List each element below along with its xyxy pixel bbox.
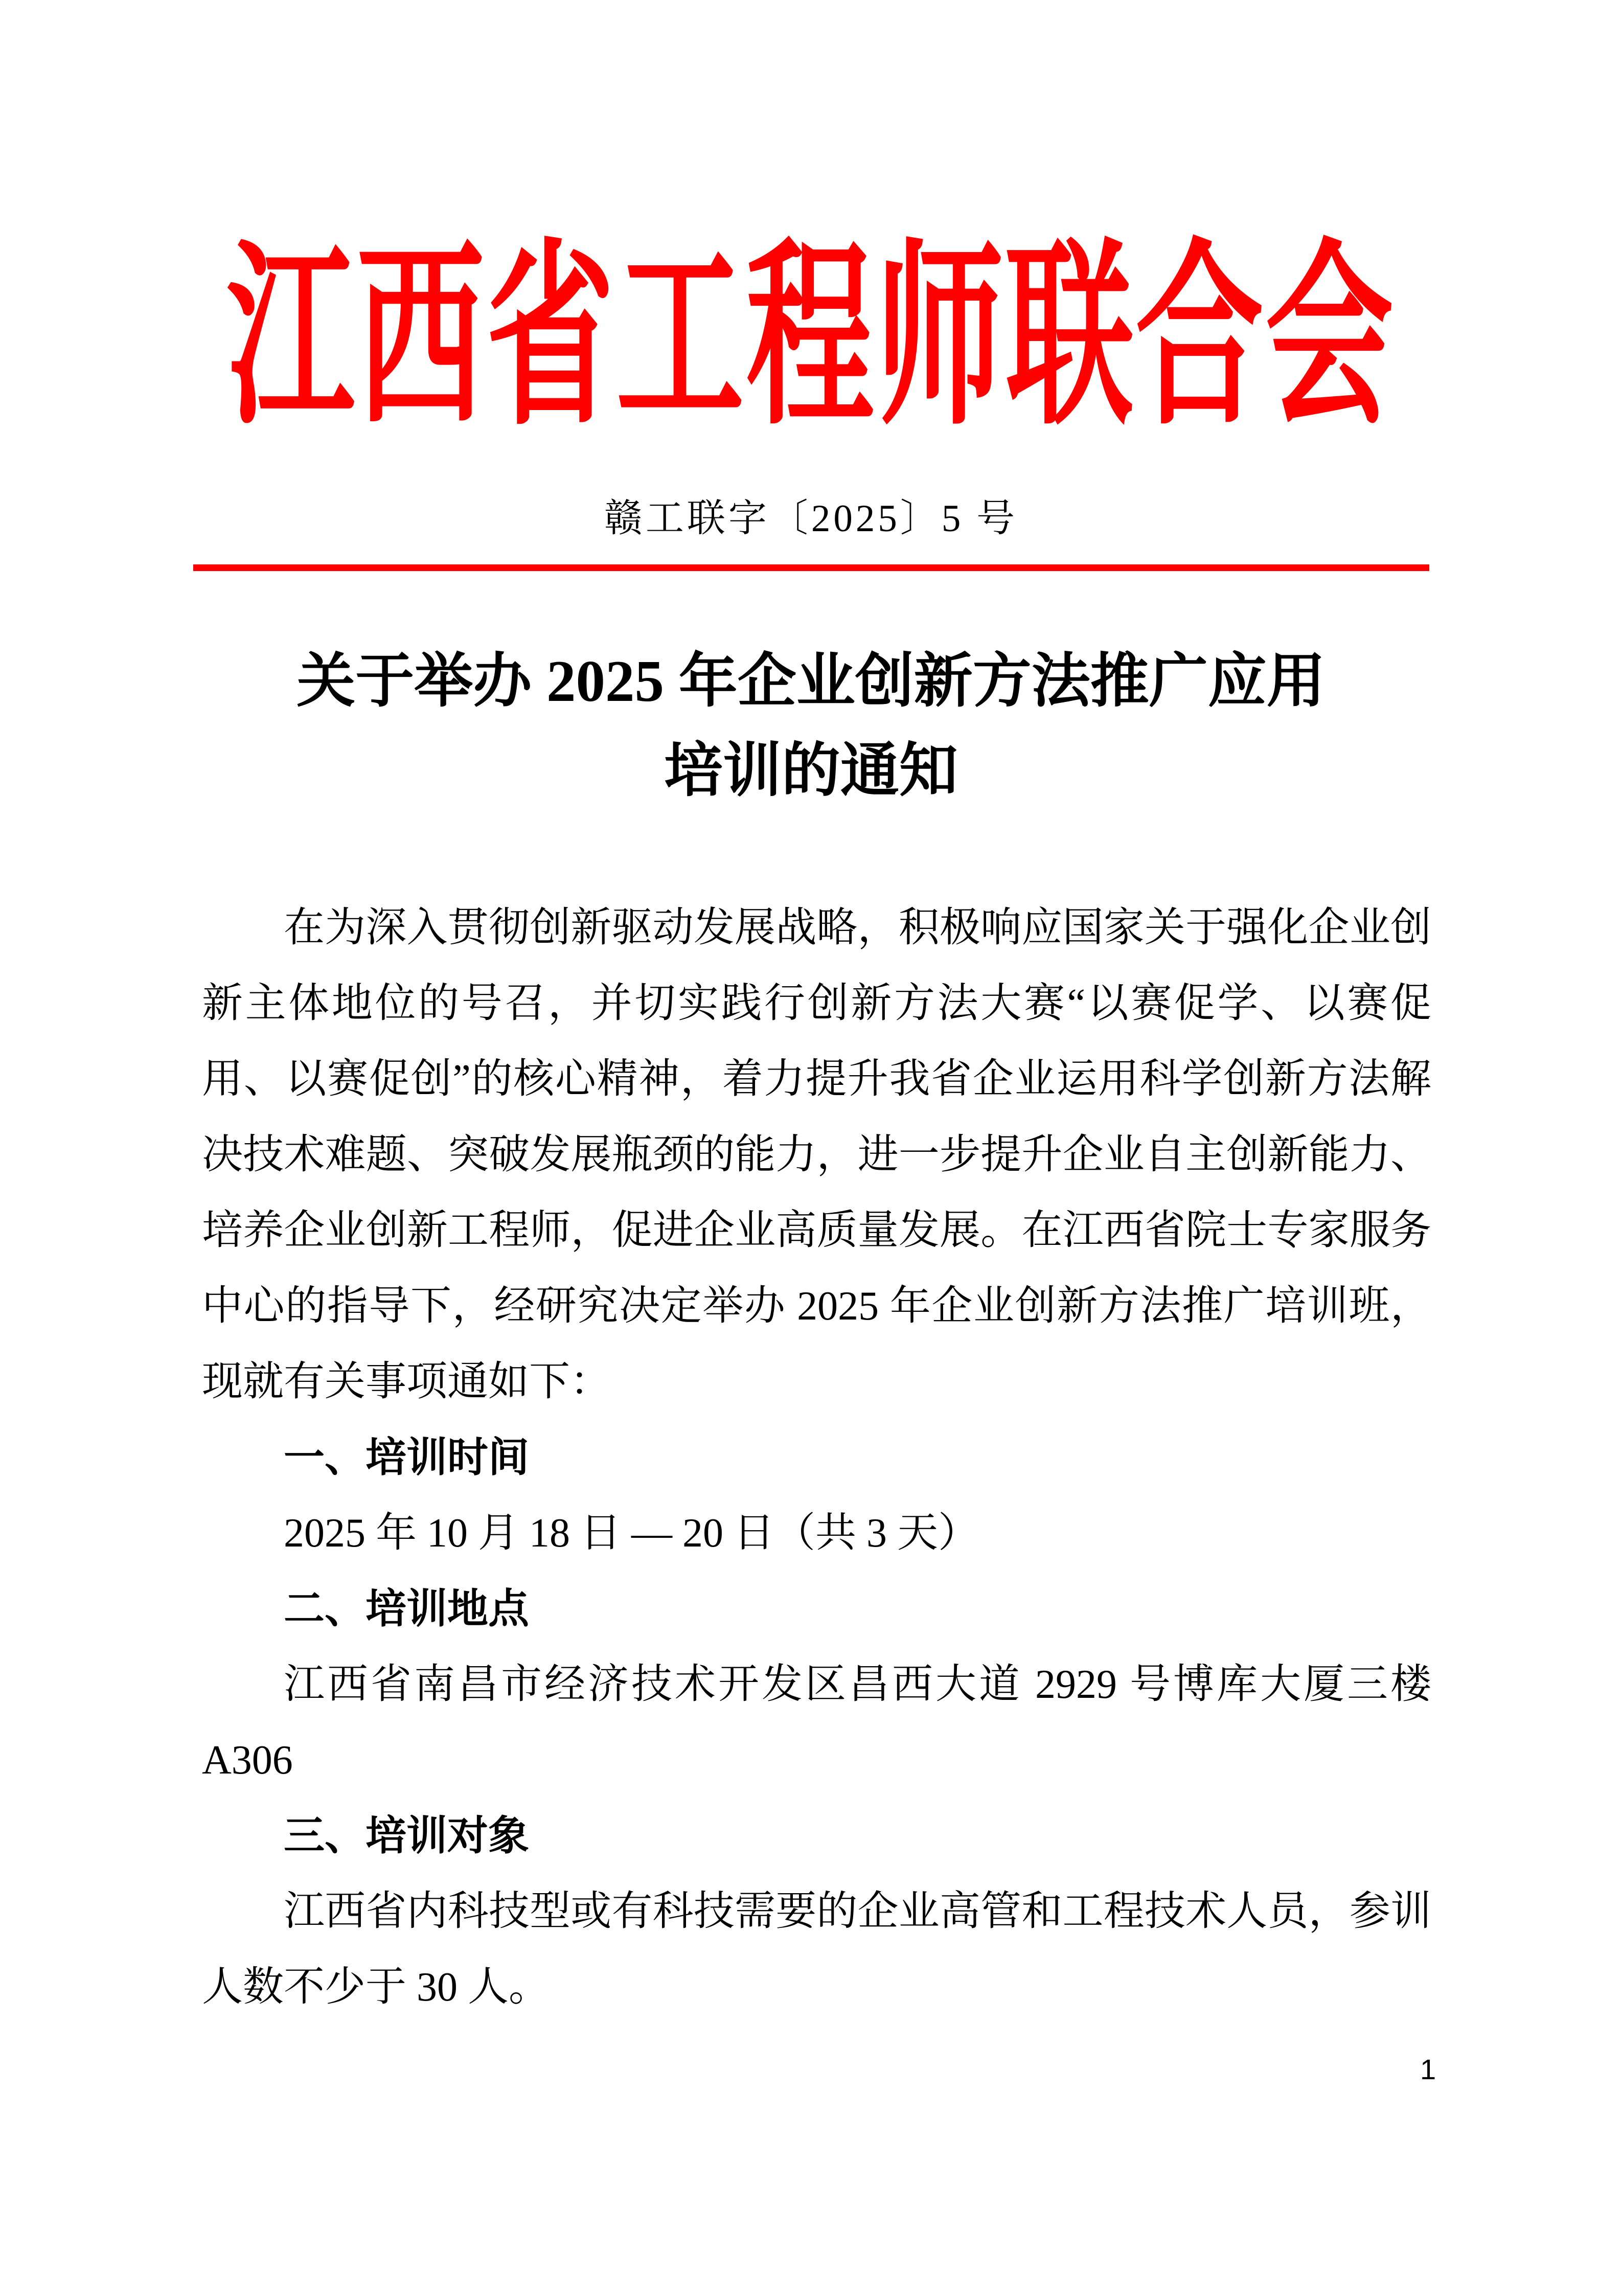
section-heading-training-audience: 三、培训对象 [284,1813,529,1858]
org-header-title: 江西省工程师联合会 [226,229,1396,449]
section-heading-training-time: 一、培训时间 [284,1435,529,1480]
section-content-training-audience: 江西省内科技型或有科技需要的企业高管和工程技术人员，参训人数不少于 30 人。 [202,1889,1431,2010]
section-content-training-time: 2025 年 10 月 18 日 — 20 日（共 3 天） [284,1511,979,1556]
doc-title [0,636,1622,815]
intro-paragraph: 在为深入贯彻创新驱动发展战略，积极响应国家关于强化企业创新主体地位的号召，并切实践行创新方法大赛“以赛促学、以赛促用、以赛促创”的核心精神，着力提升我省企业运用科学创新方法解决技术难题、突破发展瓶颈的能力，进一步提升企业自主创新能力、培养企业创新工程师，促进企业高质量发展。在江西省院士专家服务中心的指导下，经研究决定举办 2025 年企业创新方法推广培训班，现就有关事项通如下： [202,905,1431,1404]
doc-title-line1: 关于举办 2025 年企业创新方法推广应用 [296,649,1326,714]
section-content-training-location: 江西省南昌市经济技术开发区昌西大道 2929 号博库大厦三楼 A306 [202,1662,1431,1783]
page-number: 1 [1420,2053,1436,2085]
doc-reference-number: 赣工联字〔2025〕5 号 [604,497,1018,540]
section-heading-training-location: 二、培训地点 [284,1586,529,1631]
red-divider-rule [193,564,1429,571]
document-body [202,890,1431,2025]
doc-title-line2: 培训的通知 [664,738,958,803]
